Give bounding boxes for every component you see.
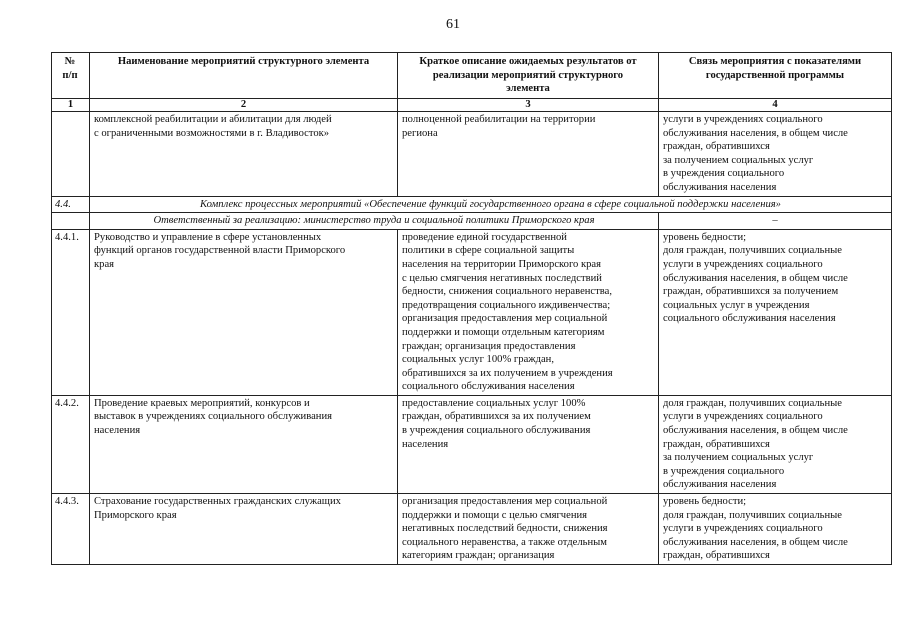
- group-number: 4.4.: [52, 196, 90, 213]
- row-link: уровень бедности; доля граждан, получивших социальные услуги в учреждениях социального обслуживания населения, в общем числе граждан, обратившихся: [659, 494, 892, 565]
- column-number: 1: [52, 99, 90, 112]
- row-name: Проведение краевых мероприятий, конкурсов и выставок в учреждениях социального обслуживания населения: [90, 395, 398, 493]
- responsible-row: [52, 213, 892, 230]
- responsible-dash: –: [659, 213, 892, 230]
- row-description: организация предоставления мер социальной поддержки и помощи с целью смягчения негативных последствий бедности, снижения социального неравенства, а также отдельным категориям граждан; организация: [398, 494, 659, 565]
- header-col-link: Связь мероприятия с показателями государственной программы: [659, 53, 892, 99]
- group-title: Комплекс процессных мероприятий «Обеспечение функций государственного органа в сфере социальной поддержки населения»: [90, 196, 892, 213]
- responsible-title: Ответственный за реализацию: министерство труда и социальной политики Приморского края: [90, 213, 659, 230]
- row-number: 4.4.3.: [52, 494, 90, 565]
- header-col-description: Краткое описание ожидаемых результатов от реализации мероприятий структурного элемента: [398, 53, 659, 99]
- row-number: 4.4.1.: [52, 229, 90, 395]
- row-description: предоставление социальных услуг 100% граждан, обратившихся за их получением в учреждения социального обслуживания населения: [398, 395, 659, 493]
- row-name: Руководство и управление в сфере установленных функций органов государственной власти Приморского края: [90, 229, 398, 395]
- column-number: 4: [659, 99, 892, 112]
- responsible-empty: [52, 213, 90, 230]
- row-number: 4.4.2.: [52, 395, 90, 493]
- column-number: 2: [90, 99, 398, 112]
- table-header-row: [52, 53, 892, 99]
- table-row: [52, 229, 892, 395]
- page-number: 61: [446, 17, 460, 32]
- row-name: Страхование государственных гражданских служащих Приморского края: [90, 494, 398, 565]
- row-name: комплексной реабилитации и абилитации для людей с ограниченными возможностями в г. Владивосток»: [90, 112, 398, 197]
- row-link: уровень бедности; доля граждан, получивших социальные услуги в учреждениях социального обслуживания населения, в общем числе граждан, обратившихся за получением социальных услуг в учреждения социального обслуживания населения: [659, 229, 892, 395]
- row-link: доля граждан, получивших социальные услуги в учреждениях социального обслуживания населения, в общем числе граждан, обратившихся за получением социальных услуг в учреждения социального обслуживания населения: [659, 395, 892, 493]
- row-number: [52, 112, 90, 197]
- row-description: полноценной реабилитации на территории региона: [398, 112, 659, 197]
- measures-table: [51, 52, 892, 565]
- table-row-continuation: [52, 112, 892, 197]
- group-row: [52, 196, 892, 213]
- header-col-number: № п/п: [52, 53, 90, 99]
- column-numbers-row: [52, 99, 892, 112]
- table-row: [52, 494, 892, 565]
- column-number: 3: [398, 99, 659, 112]
- table-row: [52, 395, 892, 493]
- header-col-name: Наименование мероприятий структурного элемента: [90, 53, 398, 99]
- row-description: проведение единой государственной политики в сфере социальной защиты населения на территории Приморского края с целью смягчения негативных последствий бедности, снижения социального неравенства, предотвращения социального иждивенчества; организация предоставления мер социальной поддержки и помощи отдельным категориям граждан; организация предоставления социальных услуг 100% граждан, обратившихся за их получением в учреждения социального обслуживания населения: [398, 229, 659, 395]
- row-link: услуги в учреждениях социального обслуживания населения, в общем числе граждан, обратившихся за получением социальных услуг в учреждения социального обслуживания населения: [659, 112, 892, 197]
